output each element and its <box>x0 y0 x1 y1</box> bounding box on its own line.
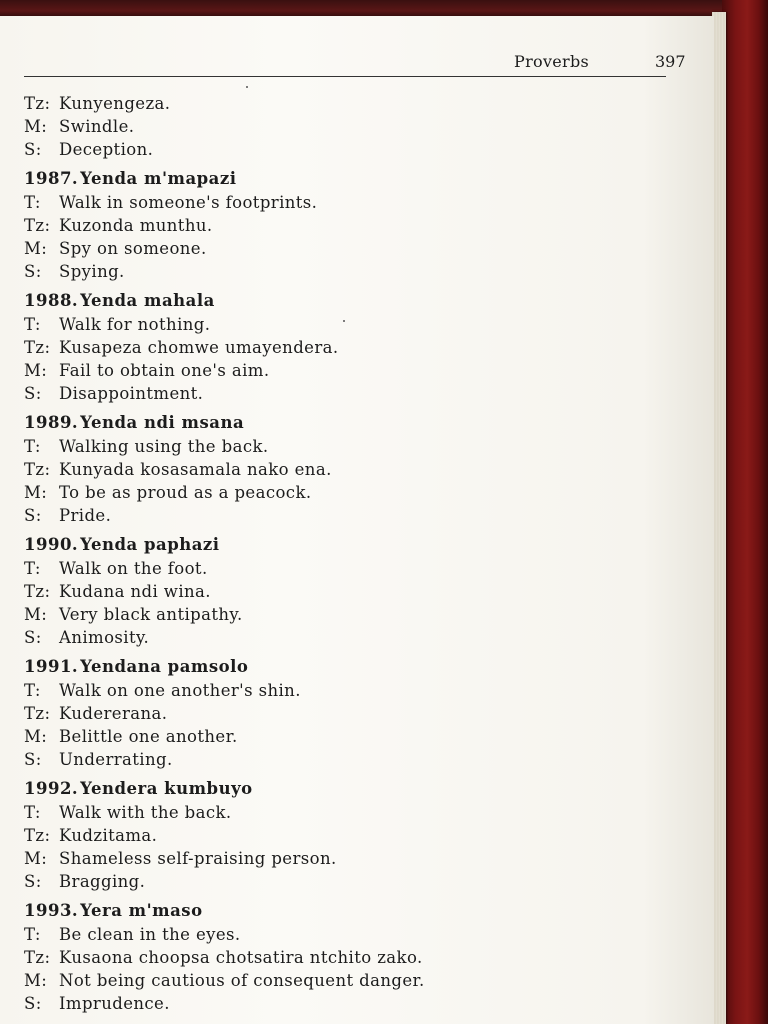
gloss-text: Pride. <box>59 506 112 525</box>
proverb-list <box>24 92 684 1015</box>
proverb-title: Yenda paphazi <box>80 535 220 554</box>
proverb-heading <box>24 655 684 679</box>
gloss-text: Very black antipathy. <box>59 605 243 624</box>
gloss-line <box>24 870 684 893</box>
book-cover-edge <box>722 0 768 1024</box>
proverb-entry <box>24 289 684 405</box>
gloss-code: Tz: <box>24 826 51 845</box>
gloss-code: Tz: <box>24 338 51 357</box>
gloss-text: Spying. <box>59 262 125 281</box>
proverb-title: Yenda mahala <box>80 291 215 310</box>
gloss-text: Be clean in the eyes. <box>59 925 241 944</box>
gloss-text: Walk with the back. <box>59 803 232 822</box>
gloss-code: S: <box>24 384 42 403</box>
proverb-number: 1987. <box>24 169 79 188</box>
proverb-title: Yendera kumbuyo <box>80 779 253 798</box>
gloss-text: Walking using the back. <box>59 437 269 456</box>
proverb-heading <box>24 533 684 557</box>
proverb-heading <box>24 167 684 191</box>
gloss-text: Spy on someone. <box>59 239 207 258</box>
gloss-line <box>24 191 684 214</box>
proverb-entry <box>24 167 684 283</box>
gloss-text: Kudana ndi wina. <box>59 582 211 601</box>
proverb-heading <box>24 777 684 801</box>
gloss-line <box>24 801 684 824</box>
gloss-code: T: <box>24 803 41 822</box>
proverb-number: 1990. <box>24 535 79 554</box>
gloss-line <box>24 237 684 260</box>
gloss-text: Not being cautious of consequent danger. <box>59 971 425 990</box>
gloss-line <box>24 504 684 527</box>
gloss-code: T: <box>24 681 41 700</box>
proverb-entry <box>24 411 684 527</box>
gloss-line <box>24 702 684 725</box>
gloss-code: M: <box>24 117 48 136</box>
gloss-code: Tz: <box>24 216 51 235</box>
gloss-code: M: <box>24 849 48 868</box>
gloss-text: To be as proud as a peacock. <box>59 483 312 502</box>
gloss-line <box>24 260 684 283</box>
gloss-text: Walk for nothing. <box>59 315 211 334</box>
gloss-line <box>24 626 684 649</box>
gloss-code: T: <box>24 437 41 456</box>
proverb-title: Yenda m'mapazi <box>80 169 237 188</box>
gloss-code: M: <box>24 483 48 502</box>
gloss-line <box>24 603 684 626</box>
gloss-line <box>24 382 684 405</box>
gloss-code: M: <box>24 971 48 990</box>
gloss-text: Belittle one another. <box>59 727 238 746</box>
gloss-code: T: <box>24 315 41 334</box>
gloss-line <box>24 92 684 115</box>
gloss-code: Tz: <box>24 460 51 479</box>
gloss-code: S: <box>24 994 42 1013</box>
gloss-text: Kudzitama. <box>59 826 158 845</box>
gloss-code: Tz: <box>24 704 51 723</box>
gloss-line <box>24 748 684 771</box>
gloss-line <box>24 359 684 382</box>
gloss-code: T: <box>24 925 41 944</box>
page-number: 397 <box>655 52 686 71</box>
gloss-line <box>24 313 684 336</box>
gloss-line <box>24 679 684 702</box>
gloss-line <box>24 557 684 580</box>
gloss-line <box>24 435 684 458</box>
gloss-code: M: <box>24 605 48 624</box>
gloss-text: Animosity. <box>59 628 150 647</box>
proverb-entry <box>24 533 684 649</box>
gloss-text: Kunyada kosasamala nako ena. <box>59 460 332 479</box>
gloss-text: Walk in someone's footprints. <box>59 193 318 212</box>
gloss-text: Imprudence. <box>59 994 170 1013</box>
gloss-line <box>24 946 684 969</box>
gloss-line <box>24 138 684 161</box>
gloss-line <box>24 214 684 237</box>
page-edges <box>712 12 726 1024</box>
gloss-line <box>24 580 684 603</box>
header-title: Proverbs <box>514 52 590 71</box>
gloss-line <box>24 458 684 481</box>
gloss-text: Deception. <box>59 140 154 159</box>
gloss-text: Walk on the foot. <box>59 559 208 578</box>
scan-speck <box>246 86 248 88</box>
gloss-line <box>24 725 684 748</box>
continued-entry <box>24 92 684 161</box>
gloss-line <box>24 481 684 504</box>
proverb-number: 1991. <box>24 657 79 676</box>
running-header <box>24 52 686 77</box>
gloss-line <box>24 824 684 847</box>
proverb-number: 1993. <box>24 901 79 920</box>
gloss-code: M: <box>24 727 48 746</box>
proverb-entry <box>24 899 684 1015</box>
proverb-title: Yendana pamsolo <box>80 657 249 676</box>
gloss-code: S: <box>24 140 42 159</box>
gloss-text: Kusaona choopsa chotsatira ntchito zako. <box>59 948 423 967</box>
gloss-code: T: <box>24 559 41 578</box>
gloss-line <box>24 336 684 359</box>
gloss-code: S: <box>24 506 42 525</box>
proverb-number: 1992. <box>24 779 79 798</box>
gloss-text: Shameless self-praising person. <box>59 849 337 868</box>
gloss-code: S: <box>24 262 42 281</box>
gloss-code: Tz: <box>24 948 51 967</box>
proverb-title: Yenda ndi msana <box>80 413 245 432</box>
gloss-text: Kudererana. <box>59 704 168 723</box>
gloss-line <box>24 969 684 992</box>
gloss-code: M: <box>24 361 48 380</box>
proverb-number: 1988. <box>24 291 79 310</box>
proverb-entry <box>24 655 684 771</box>
gloss-line <box>24 847 684 870</box>
gloss-code: S: <box>24 750 42 769</box>
page <box>0 16 714 1024</box>
gloss-text: Walk on one another's shin. <box>59 681 301 700</box>
gloss-text: Swindle. <box>59 117 135 136</box>
gloss-code: Tz: <box>24 582 51 601</box>
entries <box>24 167 684 1015</box>
gloss-text: Underrating. <box>59 750 173 769</box>
gloss-text: Disappointment. <box>59 384 204 403</box>
proverb-heading <box>24 411 684 435</box>
gloss-code: M: <box>24 239 48 258</box>
gloss-line <box>24 923 684 946</box>
gloss-text: Kuzonda munthu. <box>59 216 213 235</box>
proverb-number: 1989. <box>24 413 79 432</box>
proverb-title: Yera m'maso <box>80 901 203 920</box>
gloss-text: Kusapeza chomwe umayendera. <box>59 338 339 357</box>
gloss-code: S: <box>24 628 42 647</box>
gloss-code: S: <box>24 872 42 891</box>
proverb-heading <box>24 289 684 313</box>
proverb-entry <box>24 777 684 893</box>
gloss-text: Fail to obtain one's aim. <box>59 361 270 380</box>
gloss-line <box>24 992 684 1015</box>
gloss-text: Kunyengeza. <box>59 94 171 113</box>
proverb-heading <box>24 899 684 923</box>
gloss-line <box>24 115 684 138</box>
gloss-code: Tz: <box>24 94 51 113</box>
gloss-code: T: <box>24 193 41 212</box>
gloss-text: Bragging. <box>59 872 146 891</box>
